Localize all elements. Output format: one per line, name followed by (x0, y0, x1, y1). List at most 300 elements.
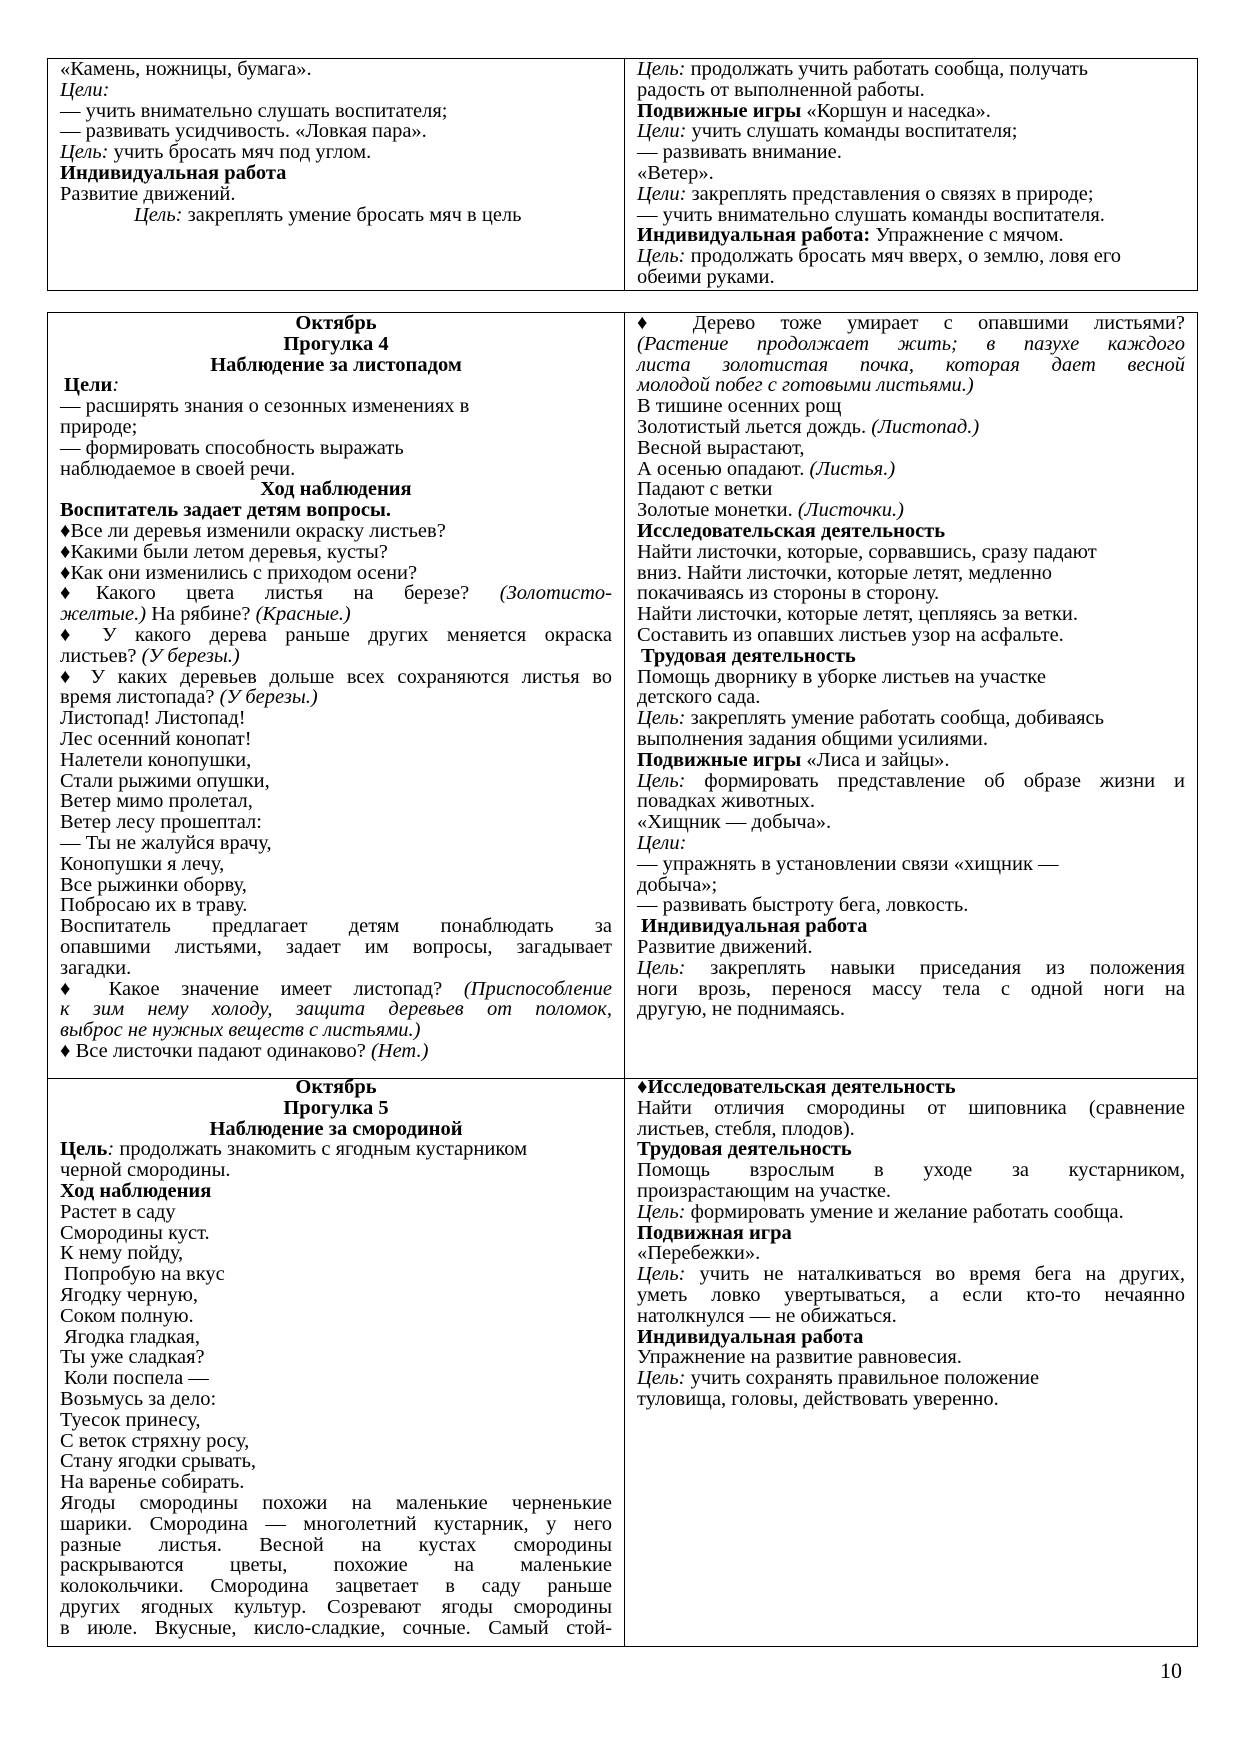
text-line (637, 1306, 1185, 1327)
text-segment: других ягодных культур. Созревают ягоды смородины (60, 1595, 612, 1618)
text-line (637, 687, 1185, 708)
text-segment: Составить из опавших листьев узор на асфальте. (637, 623, 1064, 646)
text-line (637, 563, 1185, 584)
text-segment: загадки. (60, 956, 132, 979)
text-segment: (Листочки.) (797, 499, 905, 522)
text-segment: детского сада. (637, 686, 761, 709)
text-line (637, 1098, 1185, 1119)
text-line (60, 101, 612, 122)
text-segment: Индивидуальная работа: (637, 224, 871, 247)
text-line (637, 267, 1185, 288)
text-line (637, 355, 1185, 376)
text-segment: закреплять умение работать сообща, добиваясь (685, 707, 1105, 730)
text-segment: Помощь дворнику в уборке листьев на участке (637, 665, 1046, 688)
block3-left-cell (48, 1077, 625, 1646)
text-segment: Наблюдение за смородиной (209, 1117, 463, 1140)
text-segment: Исследовательская деятельность (637, 519, 946, 542)
text-segment: (Золотисто- (499, 582, 612, 605)
text-line (637, 1160, 1185, 1181)
text-line (60, 791, 612, 812)
text-line (637, 246, 1185, 267)
text-segment: (Листопад.) (871, 415, 980, 438)
text-line (60, 729, 612, 750)
text-line (637, 729, 1185, 750)
text-line (637, 500, 1185, 521)
text-line (637, 750, 1185, 771)
block3-right-cell (625, 1077, 1197, 1646)
table-block-1 (47, 58, 1198, 291)
text-segment: Все рыжинки оборву, (60, 873, 247, 896)
text-segment: ♦Какими были летом деревья, кусты? (60, 540, 388, 563)
text-line (60, 355, 612, 376)
text-segment: Цели: (60, 78, 110, 101)
text-segment: Воспитатель задает детям вопросы. (60, 499, 392, 522)
text-segment: Цель: (637, 707, 686, 730)
text-line (637, 812, 1185, 833)
text-line (60, 1493, 612, 1514)
text-segment: Октябрь (295, 313, 377, 334)
text-segment: Цели: (637, 182, 687, 205)
text-line (60, 1223, 612, 1244)
text-line (60, 375, 612, 396)
text-segment: в июле. Вкусные, кисло-сладкие, сочные. Самый стой- (60, 1616, 612, 1639)
text-segment: формировать представление об образе жизни и (685, 769, 1185, 792)
text-segment: продолжать знакомить с ягодным кустарником (114, 1138, 528, 1161)
text-line (637, 417, 1185, 438)
text-line (637, 895, 1185, 916)
text-line (60, 1618, 612, 1639)
text-segment: С веток стряхну росу, (60, 1429, 250, 1452)
text-segment: повадках животных. (637, 790, 816, 813)
text-segment: Помощь взрослым в уходе за кустарником, (637, 1159, 1185, 1182)
text-line (60, 1139, 612, 1160)
text-segment: Развитие движений. (637, 935, 813, 958)
text-segment: — развивать усидчивость. «Ловкая пара». (60, 120, 427, 143)
text-line (637, 479, 1185, 500)
text-segment: Воспитатель предлагает детям понаблюдать за (60, 915, 612, 938)
text-segment: — Ты не жалуйся врачу, (60, 831, 272, 854)
text-segment: ♦ Дерево тоже умирает с опавшими листьями? (637, 313, 1185, 334)
block1-right-cell (625, 59, 1197, 290)
text-line (637, 163, 1185, 184)
text-line (637, 1327, 1185, 1348)
text-line (60, 1098, 612, 1119)
text-line (637, 1368, 1185, 1389)
text-segment: Цель: (637, 769, 686, 792)
text-segment: Подвижная игра (637, 1221, 792, 1244)
text-line (637, 313, 1185, 334)
text-segment: ♦Как они изменились с приходом осени? (60, 561, 418, 584)
text-line (637, 1181, 1185, 1202)
text-segment: добыча»; (637, 873, 718, 896)
block2-right-cell (625, 313, 1197, 1078)
text-segment: продолжать бросать мяч вверх, о землю, ловя его (685, 245, 1122, 268)
text-segment: обеими руками. (637, 265, 775, 288)
text-segment: Стали рыжими опушки, (60, 769, 270, 792)
text-segment: (Растение продолжает жить; в пазухе каждого (637, 332, 1185, 355)
text-segment: закреплять представления о связях в природе; (686, 182, 1094, 205)
text-line (60, 625, 612, 646)
text-line (60, 583, 612, 604)
text-segment: Листопад! Листопад! (60, 707, 246, 730)
text-segment: Ход наблюдения (260, 478, 412, 501)
text-line (637, 334, 1185, 355)
text-line (637, 1077, 1185, 1098)
text-segment: Найти листочки, которые летят, цепляясь за ветки. (637, 603, 1079, 626)
text-segment: Цель: (134, 203, 183, 226)
text-line (60, 1368, 612, 1389)
text-segment: На варенье собирать. (60, 1471, 245, 1494)
text-line (60, 1431, 612, 1452)
text-line (637, 708, 1185, 729)
text-segment: Ход наблюдения (60, 1179, 212, 1202)
text-segment: разные листья. Весной на кустах смородины (60, 1533, 612, 1556)
text-segment: Ягодку черную, (60, 1283, 199, 1306)
text-segment: Цель: (637, 1200, 686, 1223)
text-line (60, 59, 612, 80)
text-line (637, 59, 1185, 80)
text-segment: закреплять навыки приседания из положения (685, 956, 1185, 979)
text-segment: Попробую на вкус (64, 1263, 225, 1286)
text-line (60, 958, 612, 979)
text-segment: «Лиса и зайцы». (801, 748, 950, 771)
text-line (60, 563, 612, 584)
text-segment: Найти отличия смородины от шиповника (сравнение (637, 1096, 1185, 1119)
text-segment: натолкнулся — не обижаться. (637, 1304, 897, 1327)
text-line (60, 459, 612, 480)
text-line (60, 687, 612, 708)
page-number: 10 (1160, 1658, 1182, 1683)
text-line (60, 833, 612, 854)
text-segment: Ягодка гладкая, (64, 1325, 200, 1348)
text-segment: другую, не поднимаясь. (637, 998, 846, 1021)
text-line (60, 500, 612, 521)
text-line (637, 937, 1185, 958)
text-segment: Исследовательская деятельность (647, 1077, 956, 1098)
text-segment: (Приспособление (463, 977, 612, 1000)
text-line (60, 1389, 612, 1410)
text-segment: Октябрь (295, 1077, 377, 1098)
text-line (60, 937, 612, 958)
text-segment: Развитие движений. (60, 182, 236, 205)
text-segment: выполнения задания общими усилиями. (637, 727, 988, 750)
text-segment: «Коршун и наседка». (801, 99, 991, 122)
text-line (637, 142, 1185, 163)
text-segment: Прогулка 5 (283, 1096, 389, 1119)
text-segment: шарики. Смородина — многолетний кустарник, у него (60, 1512, 612, 1535)
text-line (637, 542, 1185, 563)
text-segment: к зим нему холоду, защита деревьев от поломок, (60, 998, 612, 1021)
text-line (637, 375, 1185, 396)
text-segment: природе; (60, 415, 138, 438)
text-segment: ♦Все ли деревья изменили окраску листьев? (60, 519, 446, 542)
text-segment: произрастающим на участке. (637, 1179, 892, 1202)
text-segment: Индивидуальная работа (637, 1325, 864, 1348)
text-segment: Цель: (637, 1263, 686, 1286)
text-segment: ♦ У каких деревьев дольше всех сохраняются листья во (60, 665, 612, 688)
text-segment: опавшими листьями, задает им вопросы, загадывает (60, 935, 612, 958)
text-segment: Цель: (60, 141, 109, 164)
text-segment: Наблюдение за листопадом (210, 353, 462, 376)
text-segment: Цели: (637, 831, 687, 854)
text-segment: учить не наталкиваться во время бега на других, (685, 1263, 1185, 1286)
text-segment: Растет в саду (60, 1200, 176, 1223)
text-segment: Ветер мимо пролетал, (60, 790, 253, 813)
text-segment: ноги врозь, перенося массу тела с одной ноги на (637, 977, 1185, 1000)
text-line (60, 854, 612, 875)
text-segment: ♦Какого цвета листья на березе? (60, 582, 500, 605)
text-segment: Весной вырастают, (637, 436, 805, 459)
text-segment: Золотые монетки. (637, 499, 798, 522)
text-segment: Конопушки я лечу, (60, 852, 225, 875)
text-segment: Соком полную. (60, 1304, 194, 1327)
text-segment: ♦ Какое значение имеет листопад? (60, 977, 464, 1000)
text-line (60, 812, 612, 833)
text-segment: Золотистый льется дождь. (637, 415, 872, 438)
text-line (637, 225, 1185, 246)
text-line (60, 1410, 612, 1431)
text-line (60, 334, 612, 355)
text-segment: Прогулка 4 (283, 332, 389, 355)
text-line (637, 667, 1185, 688)
text-line (637, 625, 1185, 646)
text-segment: Цель: (637, 956, 686, 979)
text-line (60, 1181, 612, 1202)
text-segment: «Хищник — добыча». (637, 811, 832, 834)
text-line (637, 459, 1185, 480)
text-line (637, 999, 1185, 1020)
text-segment: закреплять умение бросать мяч в цель (182, 203, 522, 226)
text-segment: учить слушать команды воспитателя; (686, 120, 1018, 143)
text-segment: Цель: (637, 59, 686, 80)
text-line (60, 1347, 612, 1368)
text-line (60, 1514, 612, 1535)
text-line (637, 101, 1185, 122)
text-line (60, 750, 612, 771)
text-line (60, 1472, 612, 1493)
text-line (637, 1119, 1185, 1140)
text-segment: Трудовая деятельность (641, 644, 856, 667)
text-segment: формировать умение и желание работать сообща. (685, 1200, 1124, 1223)
text-line (60, 708, 612, 729)
text-segment: — формировать способность выражать (60, 436, 404, 459)
text-segment: Побросаю их в траву. (60, 894, 248, 917)
text-line (637, 1139, 1185, 1160)
text-segment: Налетели конопушки, (60, 748, 252, 771)
text-segment: Индивидуальная работа (641, 915, 868, 938)
text-line (637, 396, 1185, 417)
text-line (60, 1597, 612, 1618)
text-segment: «Перебежки». (637, 1242, 761, 1265)
text-segment: покачиваясь из стороны в сторону. (637, 582, 940, 605)
text-line (60, 1576, 612, 1597)
text-line (60, 121, 612, 142)
text-segment: радость от выполненной работы. (637, 78, 925, 101)
text-line (60, 916, 612, 937)
text-segment: Цель: (637, 245, 686, 268)
text-line (637, 205, 1185, 226)
text-line (637, 833, 1185, 854)
text-segment: (У березы.) (141, 644, 240, 667)
text-line (637, 1243, 1185, 1264)
text-segment: Цели: (637, 120, 687, 143)
text-line (637, 791, 1185, 812)
text-segment: «Ветер». (637, 161, 714, 184)
text-line (637, 1264, 1185, 1285)
text-segment: Смородины куст. (60, 1221, 210, 1244)
text-segment: — учить внимательно слушать воспитателя; (60, 99, 448, 122)
text-segment: время листопада? (60, 686, 220, 709)
text-segment: Цель (60, 1138, 108, 1161)
text-segment: молодой побег с готовыми листьями.) (637, 374, 974, 397)
text-segment: Стану ягодки срывать, (60, 1450, 257, 1473)
text-line (60, 396, 612, 417)
text-line (637, 979, 1185, 1000)
text-segment: уметь ловко увертываться, а если кто-то нечаянно (637, 1283, 1185, 1306)
text-segment: Цели (64, 374, 113, 397)
text-line (60, 1555, 612, 1576)
text-line (60, 979, 612, 1000)
text-segment: листьев, стебля, плодов). (637, 1117, 855, 1140)
block1-left-cell (48, 59, 625, 290)
text-segment: Ты уже сладкая? (60, 1346, 205, 1369)
text-segment: продолжать учить работать сообща, получать (685, 59, 1089, 80)
text-segment: Упражнение на развитие равновесия. (637, 1346, 962, 1369)
text-segment: выброс не нужных веществ с листьями.) (60, 1019, 421, 1042)
text-segment: ♦ У какого дерева раньше других меняется окраска (60, 623, 612, 646)
text-line (60, 438, 612, 459)
table-block-2 (47, 312, 1198, 1079)
text-line (60, 479, 612, 500)
text-segment: На рябине? (146, 603, 256, 626)
text-segment: — расширять знания о сезонных изменениях в (60, 395, 470, 418)
text-line (637, 583, 1185, 604)
text-line (60, 1451, 612, 1472)
text-line (637, 184, 1185, 205)
text-line (60, 417, 612, 438)
text-line (60, 1020, 612, 1041)
text-segment: : (112, 374, 120, 397)
text-segment: Индивидуальная работа (60, 161, 287, 184)
text-segment: : (107, 1138, 115, 1161)
text-segment: (Листья.) (809, 457, 896, 480)
text-line (60, 771, 612, 792)
text-segment: учить сохранять правильное положение (685, 1367, 1040, 1390)
text-line (60, 1327, 612, 1348)
text-line (60, 1243, 612, 1264)
text-line (637, 854, 1185, 875)
text-segment: (Нет.) (370, 1039, 429, 1062)
text-segment: черной смородины. (60, 1159, 231, 1182)
text-segment: листа золотистая почка, которая дает весной (637, 353, 1185, 376)
text-line (637, 1347, 1185, 1368)
text-line (60, 999, 612, 1020)
text-line (637, 1285, 1185, 1306)
text-line (637, 958, 1185, 979)
text-line (60, 1285, 612, 1306)
text-segment: колокольчики. Смородина зацветает в саду раньше (60, 1575, 612, 1598)
text-line (637, 771, 1185, 792)
text-segment: Падают с ветки (637, 478, 773, 501)
text-segment: ♦ (637, 1077, 648, 1098)
text-segment: Возьмусь за дело: (60, 1387, 217, 1410)
text-segment: В тишине осенних рощ (637, 395, 842, 418)
text-segment: Подвижные игры (637, 99, 802, 122)
text-line (60, 542, 612, 563)
text-line (637, 1389, 1185, 1410)
text-segment: Найти листочки, которые, сорвавшись, сразу падают (637, 540, 1097, 563)
text-line (60, 521, 612, 542)
text-line (637, 916, 1185, 937)
text-line (60, 667, 612, 688)
text-segment: (У березы.) (219, 686, 318, 709)
text-line (60, 1306, 612, 1327)
text-segment: желтые.) (60, 603, 147, 626)
text-line (637, 80, 1185, 101)
text-segment: А осенью опадают. (637, 457, 810, 480)
text-line (637, 438, 1185, 459)
text-line (637, 875, 1185, 896)
text-line (60, 1041, 612, 1062)
text-line (60, 163, 612, 184)
text-segment: листьев? (60, 644, 142, 667)
text-segment: Упражнение с мячом. (870, 224, 1064, 247)
text-segment: — учить внимательно слушать команды воспитателя. (637, 203, 1105, 226)
text-line (637, 1223, 1185, 1244)
text-line (60, 1202, 612, 1223)
text-segment: учить бросать мяч под углом. (108, 141, 372, 164)
text-line (60, 142, 612, 163)
text-line (60, 313, 612, 334)
text-line (60, 875, 612, 896)
text-segment: — развивать внимание. (637, 141, 842, 164)
text-line (60, 646, 612, 667)
text-line (60, 80, 612, 101)
text-segment: вниз. Найти листочки, которые летят, медленно (637, 561, 1053, 584)
text-line (60, 1264, 612, 1285)
text-segment: — развивать быстроту бега, ловкость. (637, 894, 969, 917)
text-line (637, 521, 1185, 542)
text-segment: раскрываются цветы, похожие на маленькие (60, 1554, 612, 1577)
text-line (60, 895, 612, 916)
text-line (60, 1535, 612, 1556)
text-segment: Цель: (637, 1367, 686, 1390)
text-line (60, 184, 612, 205)
text-segment: — упражнять в установлении связи «хищник — (637, 852, 1059, 875)
text-line (60, 1077, 612, 1098)
text-segment: Ягоды смородины похожи на маленькие черненькие (60, 1491, 612, 1514)
text-line (637, 646, 1185, 667)
text-segment: Туесок принесу, (60, 1408, 201, 1431)
text-line (637, 121, 1185, 142)
text-segment: К нему пойду, (60, 1242, 184, 1265)
text-line (60, 1119, 612, 1140)
text-segment: Ветер лесу прошептал: (60, 811, 262, 834)
text-segment: туловища, головы, действовать уверенно. (637, 1387, 999, 1410)
text-segment: Подвижные игры (637, 748, 802, 771)
text-segment: наблюдаемое в своей речи. (60, 457, 296, 480)
table-block-3 (47, 1077, 1198, 1647)
block2-left-cell (48, 313, 625, 1078)
text-line (60, 604, 612, 625)
text-line (60, 205, 612, 226)
text-segment: Трудовая деятельность (637, 1138, 852, 1161)
text-segment: «Камень, ножницы, бумага». (60, 59, 312, 80)
text-segment: ♦ Все листочки падают одинаково? (60, 1039, 371, 1062)
text-segment: (Красные.) (255, 603, 351, 626)
text-line (637, 1202, 1185, 1223)
text-segment: Лес осенний конопат! (60, 727, 252, 750)
